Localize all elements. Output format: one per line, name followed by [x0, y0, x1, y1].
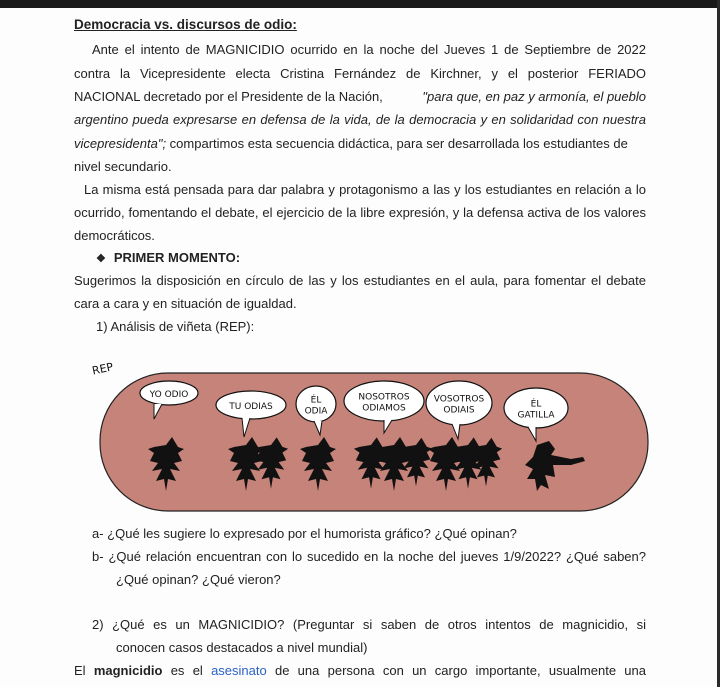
comic-drawing	[90, 353, 656, 513]
bubble-text: NOSOTROS	[358, 392, 410, 403]
para2-line2: ocurrido, fomentando el debate, el ejercicio de la libre expresión, y la defensa activa de los valores	[74, 205, 646, 220]
asesinato-link[interactable]: asesinato	[211, 663, 267, 678]
quote-start: "para que, en paz y armonía, el pueblo	[422, 89, 646, 104]
screen-top-edge	[0, 0, 720, 8]
para2-line3: democráticos.	[74, 228, 155, 243]
bubble-text: TU ODIAS	[229, 402, 273, 412]
diamond-bullet-icon: ❖	[96, 253, 106, 265]
bubble-text: ODIA	[304, 406, 328, 417]
comic-signature: REP	[90, 360, 115, 378]
para1-line6: nivel secundario.	[74, 159, 172, 174]
comic-strip	[90, 353, 656, 513]
para1-line3-text: NACIONAL decretado por el Presidente de la Nación,	[74, 89, 383, 104]
question-a: a- ¿Qué les sugiere lo expresado por el humorista gráfico? ¿Qué opinan?	[92, 526, 517, 541]
bubble-text: ÉL	[310, 395, 322, 406]
def-mid: es el	[162, 663, 212, 678]
bubble-text: YO ODIO	[149, 390, 189, 400]
document-title: Democracia vs. discursos de odio:	[74, 17, 297, 32]
para3-line1: Sugerimos la disposición en círculo de las y los estudiantes en el aula, para fomentar el debate	[74, 273, 646, 288]
item1-heading: 1) Análisis de viñeta (REP):	[96, 319, 255, 334]
bubble-text: GATILLA	[517, 410, 555, 421]
item2-line1: 2) ¿Qué es un MAGNICIDIO? (Preguntar si saben de otros intentos de magnicidio, si	[92, 617, 646, 632]
question-b-line2: ¿Qué opinan? ¿Qué vieron?	[116, 572, 281, 587]
para3-line2: cara a cara y en situación de igualdad.	[74, 296, 297, 311]
bubble-text: VOSOTROS	[433, 394, 485, 405]
quote-end: vicepresidenta";	[74, 136, 167, 151]
def-rest: de una persona con un cargo importante, usualmente una	[266, 663, 647, 678]
para1-line1: Ante el intento de MAGNICIDIO ocurrido en la noche del Jueves 1 de Septiembre de 2022	[92, 42, 646, 57]
item2-line2: conocen casos destacados a nivel mundial)	[116, 640, 368, 655]
question-b-line1: b- ¿Qué relación encuentran con lo sucedido en la noche del jueves 1/9/2022? ¿Qué saben?	[92, 549, 646, 564]
para2-line1: La misma está pensada para dar palabra y protagonismo a las y los estudiantes en relación a lo	[84, 182, 646, 197]
para1-line4: argentino pueda expresarse en defensa de la vida, de la democracia y en solidaridad con nuestra	[74, 112, 646, 127]
para1-line2: contra la Vicepresidente electa Cristina Fernández de Kirchner, y el posterior FERIADO	[74, 66, 646, 81]
bubble-text: ÉL	[530, 399, 542, 410]
para1-line5	[74, 136, 646, 152]
section-heading	[96, 250, 240, 267]
para1-line5-text: compartimos esta secuencia didáctica, para ser desarrollada los estudiantes de	[166, 136, 628, 151]
definition-line	[74, 663, 646, 679]
section-heading-text: PRIMER MOMENTO:	[113, 250, 241, 265]
document-page	[0, 8, 717, 687]
bubble-text: ODIAIS	[443, 405, 475, 416]
para1-line3	[74, 89, 646, 105]
def-term: magnicidio	[93, 663, 163, 678]
bubble-text: ODIAMOS	[362, 403, 406, 414]
def-prefix: El	[74, 663, 94, 678]
